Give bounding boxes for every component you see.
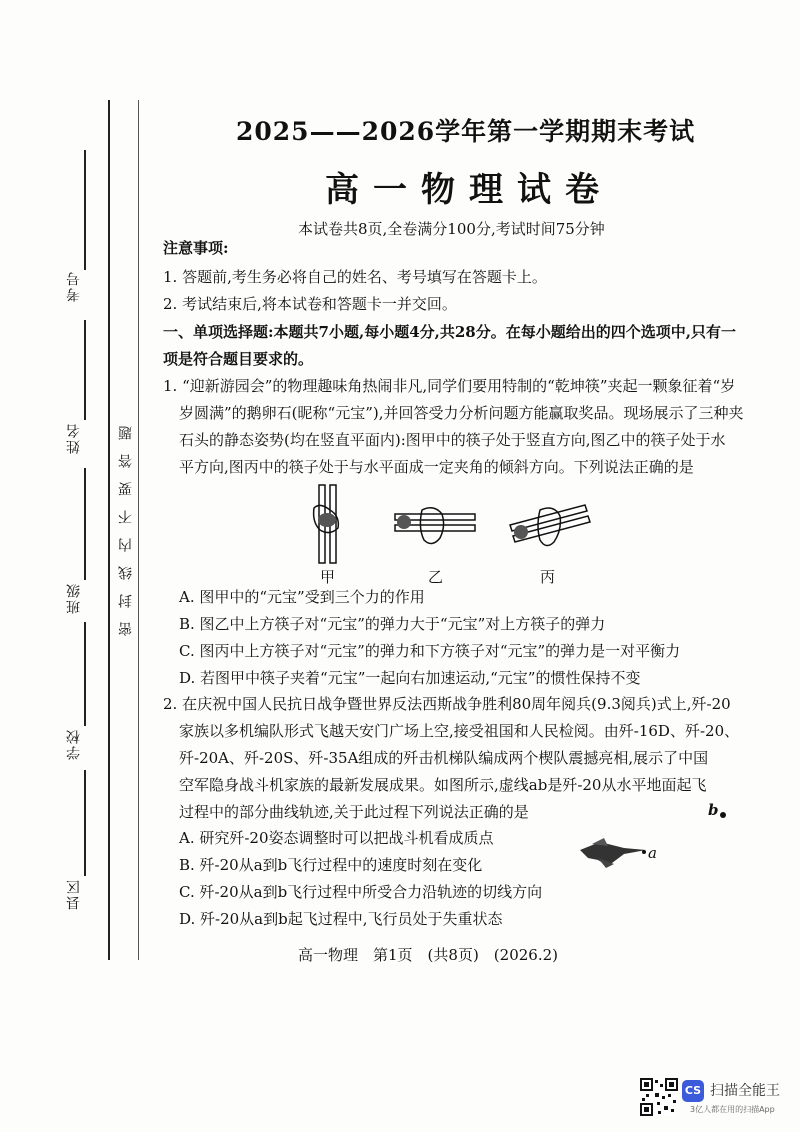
camscanner-logo-icon: CS xyxy=(682,1080,704,1102)
note-item: 1. 答题前,考生务必将自己的姓名、考号填写在答题卡上。 xyxy=(163,268,547,286)
q1-stem-line: 平方向,图丙中的筷子处于与水平面成一定夹角的倾斜方向。下列说法正确的是 xyxy=(179,458,694,476)
class-label: 班级 xyxy=(66,582,82,614)
exam-number-blank xyxy=(84,150,86,270)
subject-title: 高一物理试卷 xyxy=(325,170,613,210)
point-b-dot xyxy=(718,810,728,820)
q1-option-b: B. 图乙中上方筷子对“元宝”的弹力大于“元宝”对上方筷子的弹力 xyxy=(179,615,606,633)
q2-option-d: D. 歼-20从a到b起飞过程中,飞行员处于失重状态 xyxy=(179,910,503,928)
exam-info: 本试卷共8页,全卷满分100分,考试时间75分钟 xyxy=(298,220,605,238)
camscanner-tagline: 3亿人都在用的扫描App xyxy=(690,1105,775,1114)
figure-label-jia: 甲 xyxy=(320,568,336,586)
notes-heading: 注意事项: xyxy=(163,239,229,257)
q1-option-c: C. 图丙中上方筷子对“元宝”的弹力和下方筷子对“元宝”的弹力是一对平衡力 xyxy=(179,642,681,660)
q2-option-b: B. 歼-20从a到b飞行过程中的速度时刻在变化 xyxy=(179,856,483,874)
point-b-label: b xyxy=(708,801,719,819)
q1-stem-line: 1. “迎新游园会”的物理趣味角热闹非凡,同学们要用特制的“乾坤筷”夹起一颗象征着“岁 xyxy=(163,377,736,395)
school-label: 学校 xyxy=(66,728,82,760)
q1-option-a: A. 图甲中的“元宝”受到三个力的作用 xyxy=(179,588,425,606)
q2-stem-line: 过程中的部分曲线轨迹,关于此过程下列说法正确的是 xyxy=(179,803,529,821)
figure-label-yi: 乙 xyxy=(428,568,444,586)
q2-stem-line: 家族以多机编队形式飞越天安门广场上空,接受祖国和人民检阅。由歼-16D、歼-20、 xyxy=(179,722,740,740)
q1-stem-line: 石头的静态姿势(均在竖直平面内):图甲中的筷子处于竖直方向,图乙中的筷子处于水 xyxy=(179,431,726,449)
section-heading: 一、单项选择题:本题共7小题,每小题4分,共28分。在每小题给出的四个选项中,只有一 xyxy=(163,323,736,341)
fighter-jet-icon xyxy=(578,836,650,870)
figure-jia-vertical xyxy=(314,485,339,563)
name-label: 姓名 xyxy=(66,422,82,454)
county-label: 县区 xyxy=(66,878,82,910)
note-item: 2. 考试结束后,将本试卷和答题卡一并交回。 xyxy=(163,295,457,313)
q2-option-a: A. 研究歼-20姿态调整时可以把战斗机看成质点 xyxy=(179,829,494,847)
q2-option-c: C. 歼-20从a到b飞行过程中所受合力沿轨迹的切线方向 xyxy=(179,883,543,901)
county-blank xyxy=(84,770,86,876)
seal-line-notice: 密封线内不要答题 xyxy=(118,412,134,636)
q2-stem-line: 空军隐身战斗机家族的最新发展成果。如图所示,虚线ab是歼-20从水平地面起飞 xyxy=(179,776,707,794)
exam-number-label: 考号 xyxy=(66,270,82,302)
exam-title: 2025——2026学年第一学期期末考试 xyxy=(236,117,696,146)
q2-stem-line: 歼-20A、歼-20S、歼-35A组成的歼击机梯队编成两个楔队震撼亮相,展示了中国 xyxy=(179,749,709,767)
class-blank xyxy=(84,468,86,580)
figure-yi-horizontal xyxy=(395,508,475,544)
q2-stem-line: 2. 在庆祝中国人民抗日战争暨世界反法西斯战争胜利80周年阅兵(9.3阅兵)式上,歼-20 xyxy=(163,695,731,713)
q1-option-d: D. 若图甲中筷子夹着“元宝”一起向右加速运动,“元宝”的惯性保持不变 xyxy=(179,669,641,687)
chopsticks-figure xyxy=(300,480,600,570)
binding-seal-line xyxy=(138,100,139,960)
school-blank xyxy=(84,622,86,726)
figure-label-bing: 丙 xyxy=(540,568,556,586)
binding-border-line xyxy=(108,100,110,960)
figure-bing-inclined xyxy=(510,505,590,546)
q1-stem-line: 岁圆满”的鹅卵石(昵称“元宝”),并回答受力分析问题方能赢取奖品。现场展示了三种夹 xyxy=(179,404,744,422)
camscanner-name: 扫描全能王 xyxy=(710,1083,780,1099)
qr-code-icon xyxy=(640,1078,678,1116)
name-blank xyxy=(84,320,86,420)
point-a-label: a xyxy=(648,844,657,862)
section-heading-cont: 项是符合题目要求的。 xyxy=(163,350,314,368)
page-footer: 高一物理 第1页 (共8页) (2026.2) xyxy=(298,946,558,964)
